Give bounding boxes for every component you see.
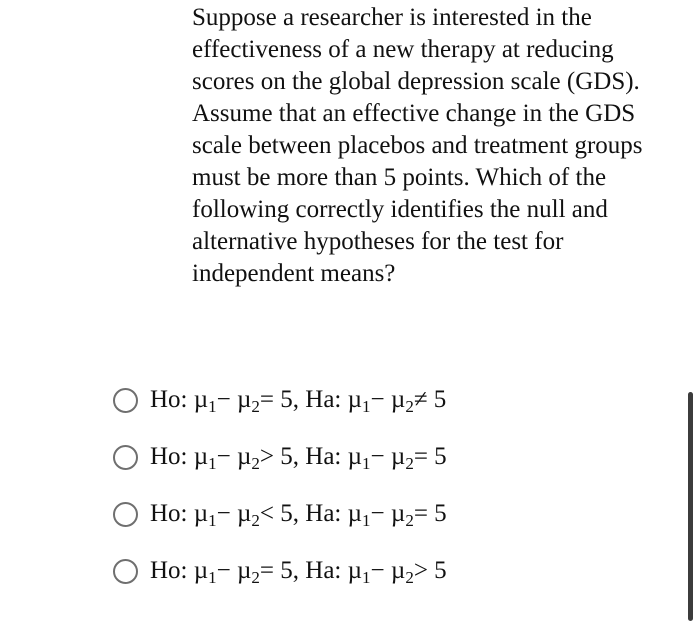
- answer-option-2[interactable]: [113, 429, 633, 486]
- answer-option-label: Ho: µ$_1$− µ$_2$< 5, Ha: µ$_1$− µ$_2$= 5: [150, 499, 447, 530]
- answer-option-label: Ho: µ$_1$− µ$_2$> 5, Ha: µ$_1$− µ$_2$= 5: [150, 442, 447, 473]
- answer-option-label: Ho: µ$_1$− µ$_2$= 5, Ha: µ$_1$− µ$_2$≠ 5: [150, 385, 447, 416]
- answer-options: [113, 372, 633, 600]
- radio-button[interactable]: [113, 445, 138, 470]
- question-text: Suppose a researcher is interested in the effectiveness of a new therapy at reducing scores on the global depression scale (GDS). Assume that an effective change in the GDS scale between placebos and treatment groups must be more than 5 points. Which of the following correctly identifies the null and alternative hypotheses for the test for independent means?: [192, 4, 643, 287]
- radio-button[interactable]: [113, 559, 138, 584]
- radio-button[interactable]: [113, 388, 138, 413]
- answer-option-3[interactable]: [113, 486, 633, 543]
- answer-option-1[interactable]: [113, 372, 633, 429]
- answer-option-4[interactable]: [113, 543, 633, 600]
- radio-button[interactable]: [113, 502, 138, 527]
- scrollbar-thumb[interactable]: [688, 392, 693, 621]
- answer-option-label: Ho: µ$_1$− µ$_2$= 5, Ha: µ$_1$− µ$_2$> 5: [150, 556, 447, 587]
